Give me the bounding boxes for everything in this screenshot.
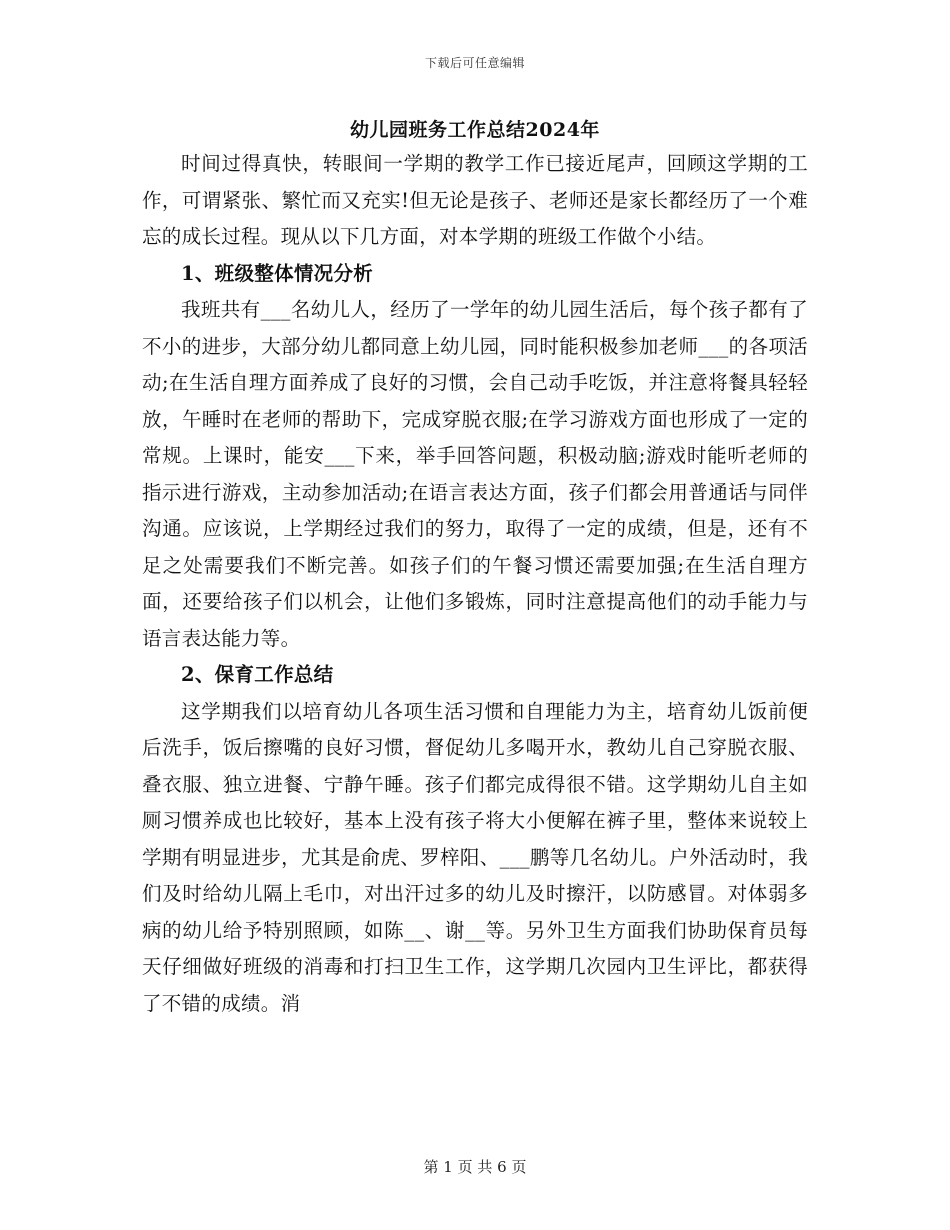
section-heading-1: 1、班级整体情况分析 xyxy=(181,261,374,285)
section-paragraph-2: 这学期我们以培育幼儿各项生活习惯和自理能力为主，培育幼儿饭前便后洗手，饭后擦嘴的良好习惯，督促幼儿多喝开水，教幼儿自己穿脱衣服、叠衣服、独立进餐、宁静午睡。孩子们都完成得很不错。这学期幼儿自主如厕习惯养成也比较好，基本上没有孩子将大小便解在裤子里，整体来说较上学期有明显进步，尤其是俞虎、罗梓阳、___鹏等几名幼儿。户外活动时，我们及时给幼儿隔上毛巾，对出汗过多的幼儿及时擦汗，以防感冒。对体弱多病的幼儿给予特别照顾，如陈__、谢__等。另外卫生方面我们协助保育员每天仔细做好班级的消毒和打扫卫生工作，这学期几次园内卫生评比，都获得了不错的成绩。消 xyxy=(142,699,808,1015)
document-body xyxy=(142,146,808,1022)
page-number: 第 1 页 共 6 页 xyxy=(423,1158,527,1176)
document-title: 幼儿园班务工作总结2024年 xyxy=(350,119,600,141)
section-paragraph-1: 我班共有___名幼儿人，经历了一学年的幼儿园生活后，每个孩子都有了不小的进步，大部分幼儿都同意上幼儿园，同时能积极参加老师___的各项活动;在生活自理方面养成了良好的习惯，会自己动手吃饭，并注意将餐具轻轻放，午睡时在老师的帮助下，完成穿脱衣服;在学习游戏方面也形成了一定的常规。上课时，能安___下来，举手回答问题，积极动脑;游戏时能听老师的指示进行游戏，主动参加活动;在语言表达方面，孩子们都会用普通话与同伴沟通。应该说，上学期经过我们的努力，取得了一定的成绩，但是，还有不足之处需要我们不断完善。如孩子们的午餐习惯还需要加强;在生活自理方面，还要给孩子们以机会，让他们多锻炼，同时注意提高他们的动手能力与语言表达能力等。 xyxy=(142,298,808,650)
intro-paragraph: 时间过得真快，转眼间一学期的教学工作已接近尾声，回顾这学期的工作，可谓紧张、繁忙而又充实!但无论是孩子、老师还是家长都经历了一个难忘的成长过程。现从以下几方面，对本学期的班级工作做个小结。 xyxy=(142,152,808,248)
header-note: 下载后可任意编辑 xyxy=(424,56,525,70)
section-heading-2: 2、保育工作总结 xyxy=(181,663,334,686)
